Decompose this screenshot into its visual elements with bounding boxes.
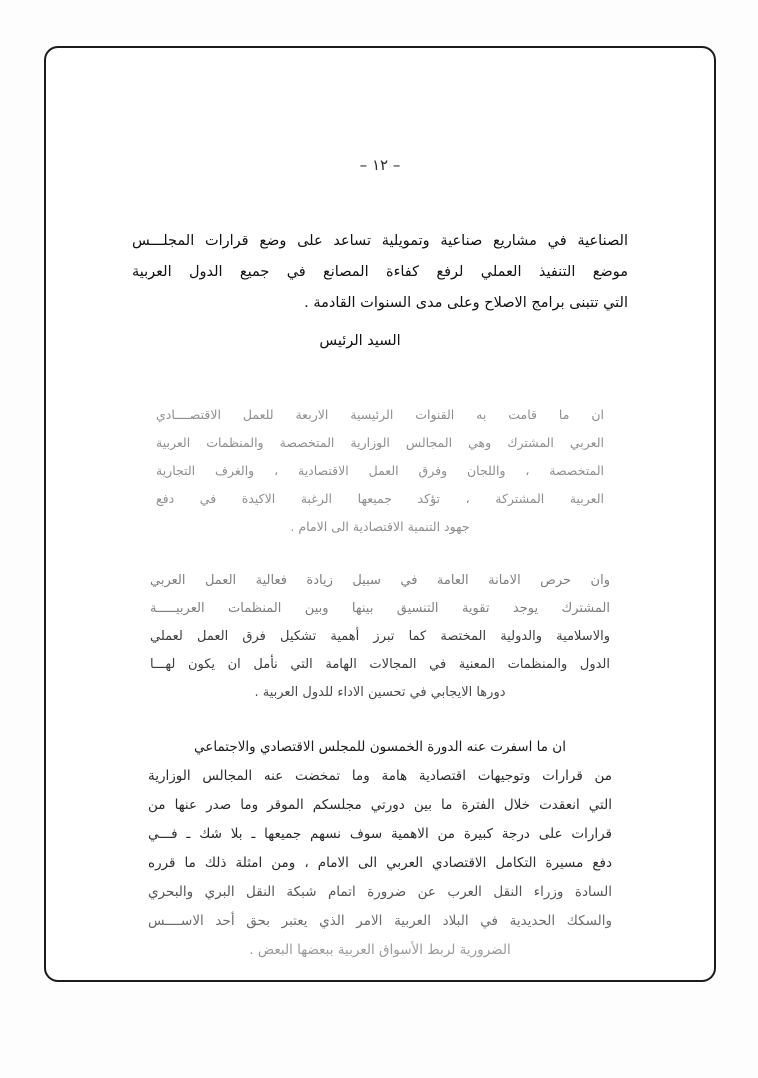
paragraph-block-faded (110, 401, 650, 541)
text-line: وان حرص الامانة العامة في سبيل زيادة فعالية العمل العربي (150, 573, 610, 588)
paragraph-block-mid (110, 567, 650, 707)
text-line: ان ما قامت به القنوات الرئيسية الاربعة للعمل الاقتصــــادي (156, 407, 604, 422)
text-line: التي انعقدت خلال الفترة ما بين دورتي مجلسكم الموقر وما صدر عنها من (148, 797, 612, 813)
page-content (46, 48, 714, 980)
text-line: ان ما اسفرت عنه الدورة الخمسون للمجلس الاقتصادي والاجتماعي (194, 739, 566, 755)
text-line: الضرورية لربط الأسواق العربية ببعضها البعض . (249, 942, 511, 958)
signature-line: السيد الرئيس (319, 333, 401, 349)
paragraph-block-bottom (110, 733, 650, 965)
text-line: المشترك يوجد تقوية التنسيق بينها وبين المنظمات العربيـــــة (150, 601, 610, 616)
text-line: والسكك الحديدية في البلاد العربية الامر الذي يعتبر بحق أحد الاســــس (148, 913, 612, 929)
text-line: السادة وزراء النقل العرب عن ضرورة اتمام شبكة النقل البري والبحري (148, 884, 612, 900)
text-line: التي تتبنى برامج الاصلاح وعلى مدى السنوات القادمة . (304, 295, 628, 311)
page-number: – ١٢ – (359, 156, 401, 174)
text-line: موضع التنفيذ العملي لرفع كفاءة المصانع في جميع الدول العربية (132, 264, 628, 280)
text-line: العربي المشترك وهي المجالس الوزارية المتخصصة والمنظمات العربية (156, 435, 604, 450)
text-line: دورها الايجابي في تحسين الاداء للدول العربية . (254, 685, 506, 700)
text-line: المتخصصة ، واللجان وفرق العمل الاقتصادية ، والغرف التجارية (156, 463, 604, 478)
text-line: والاسلامية والدولية المختصة كما تبرز أهمية تشكيل فرق العمل لعملي (150, 629, 610, 644)
text-line: جهود التنمية الاقتصادية الى الامام . (290, 519, 470, 534)
text-line: الدول والمنظمات المعنية في المجالات الهامة التي نأمل ان يكون لهـــا (150, 657, 610, 672)
text-line: الصناعية في مشاريع صناعية وتمويلية تساعد على وضع قرارات المجلـــس (132, 233, 628, 249)
text-line: العربية المشتركة ، تؤكد جميعها الرغبة الاكيدة في دفع (156, 491, 604, 506)
text-line: دفع مسيرة التكامل الاقتصادي العربي الى الامام ، ومن امثلة ذلك ما قرره (148, 855, 612, 871)
text-line: قرارات على درجة كبيرة من الاهمية سوف نسهم جميعها ـ بلا شك ـ فـــي (148, 826, 612, 842)
page-border-frame (44, 46, 716, 982)
text-line: من قرارات وتوجيهات اقتصادية هامة وما تمخضت عنه المجالس الوزارية (148, 768, 612, 784)
paragraph-block-top (110, 226, 650, 349)
